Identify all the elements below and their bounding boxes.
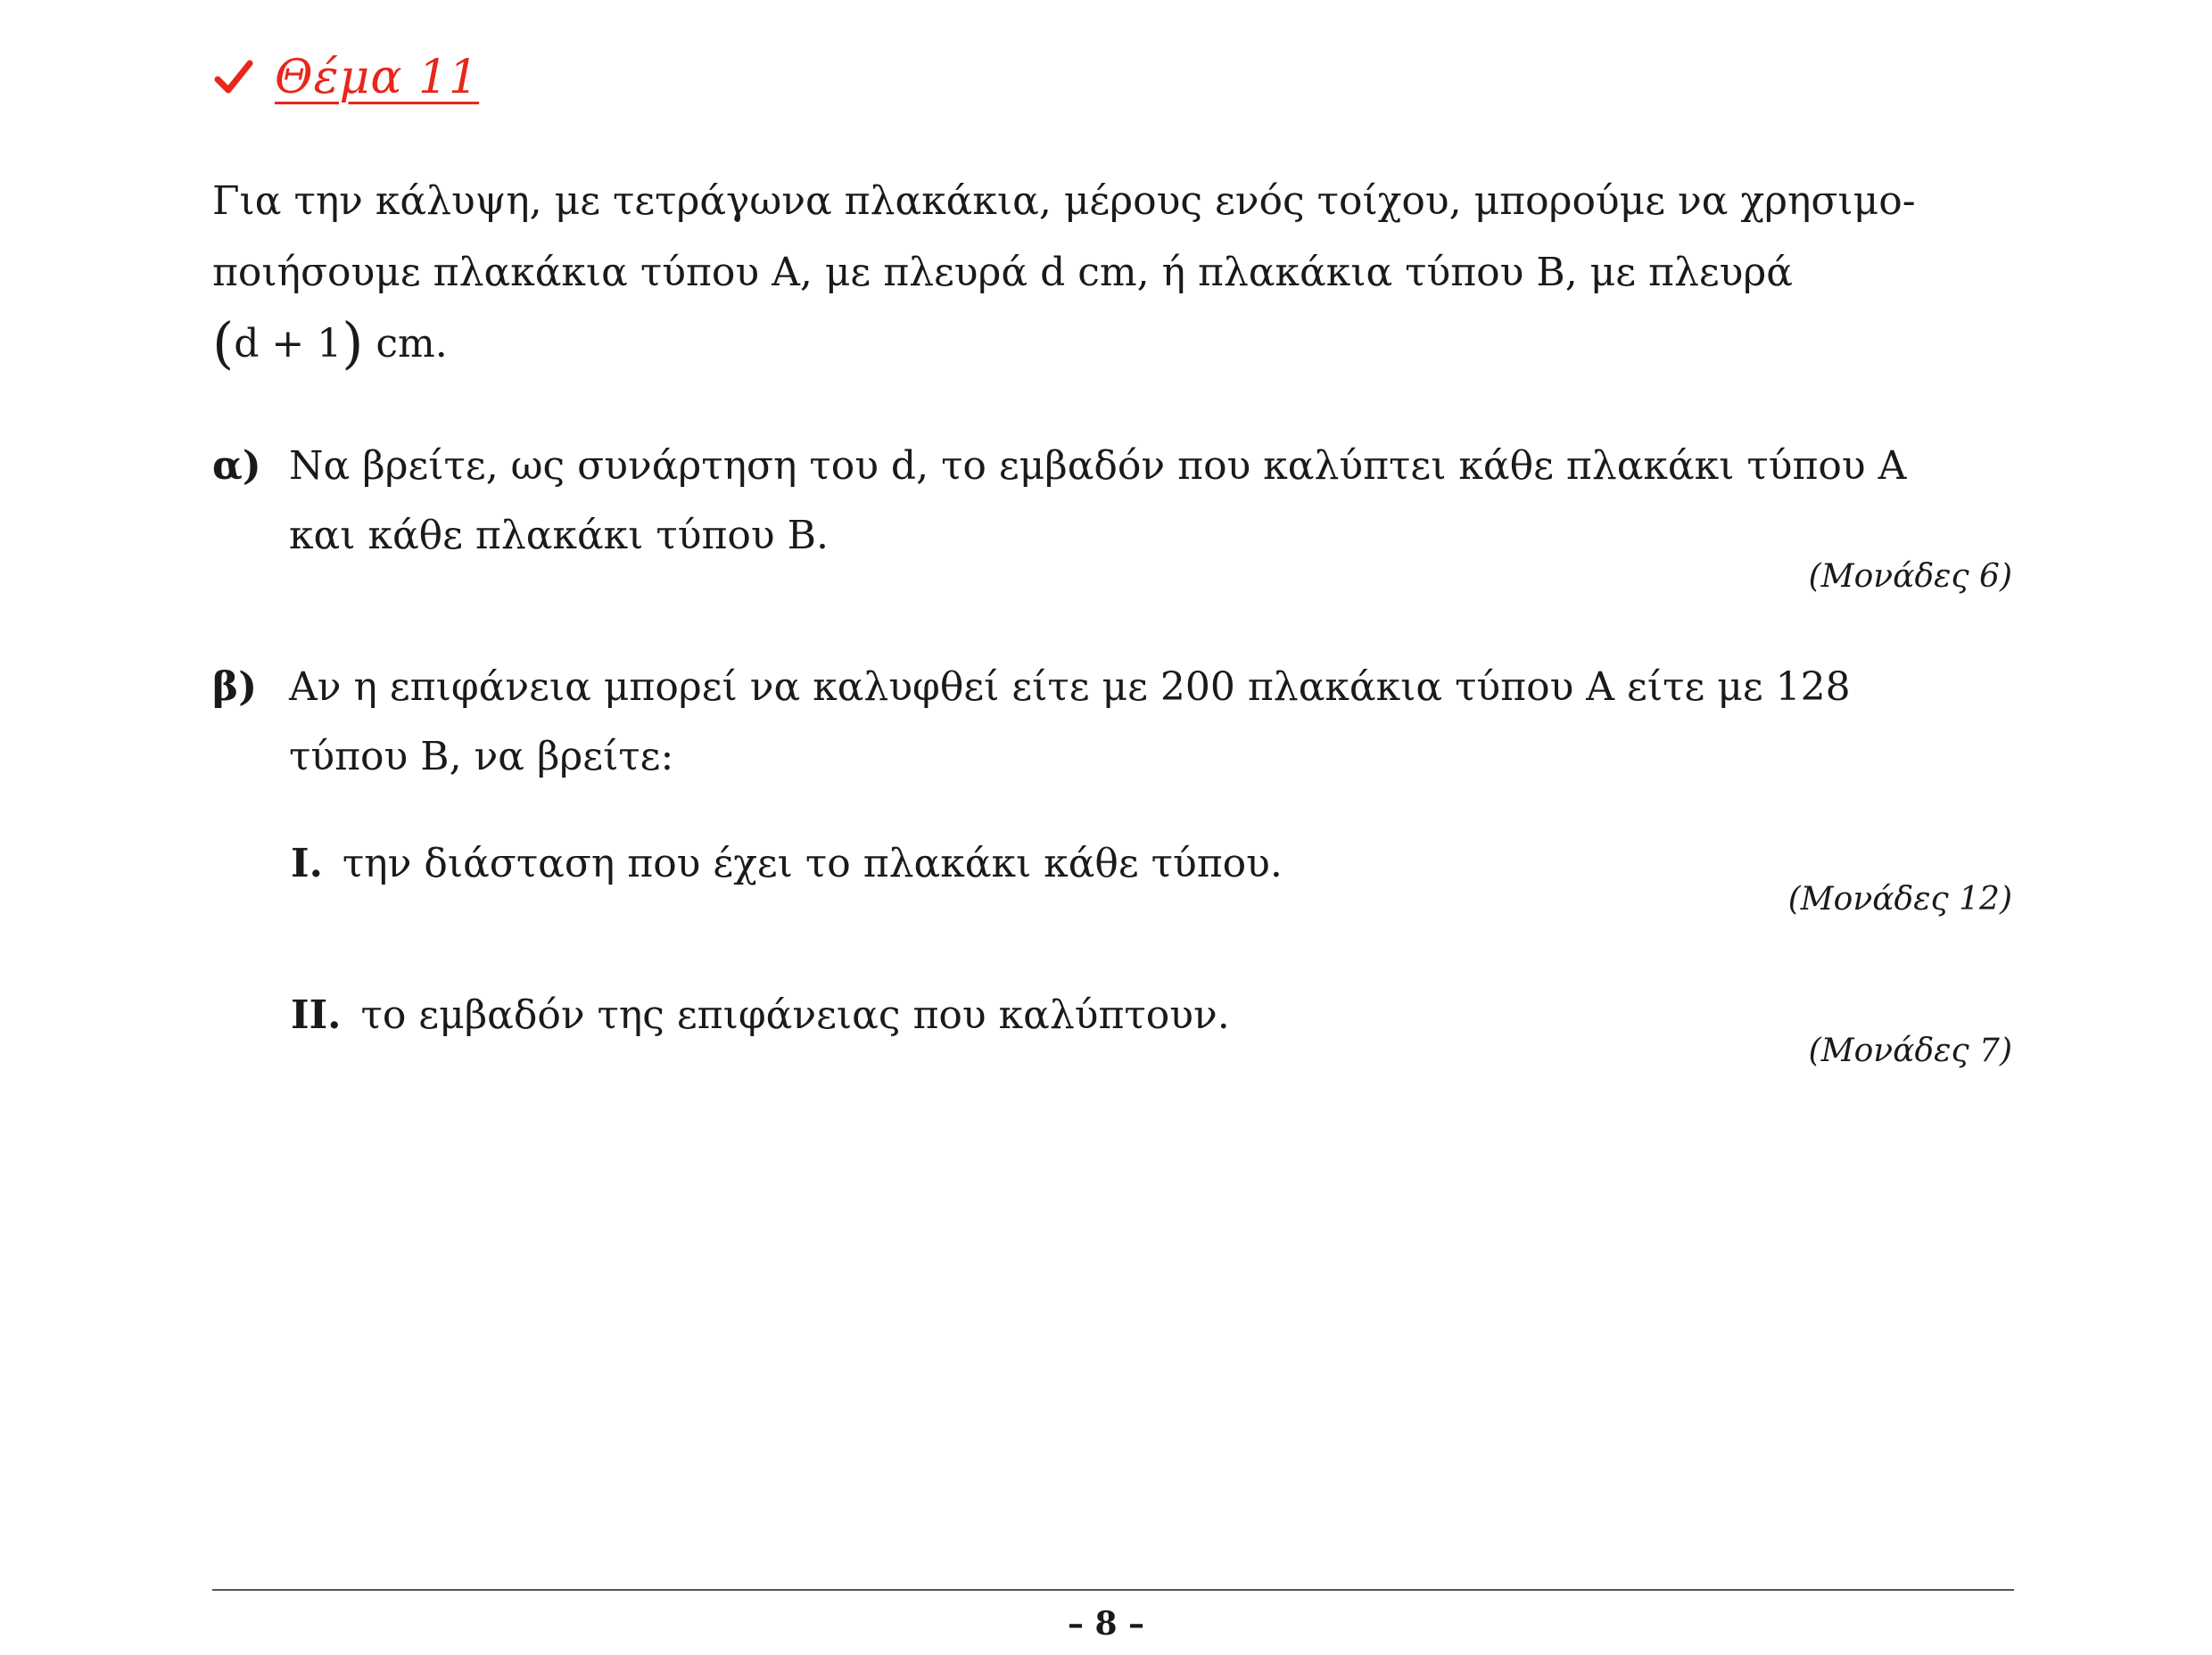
sub-item-2-label: II. bbox=[291, 992, 342, 1038]
question-b-text-1: Αν η επιφάνεια μπορεί να καλυφθεί είτε με 200 πλακάκια τύπου Α είτε με 128 bbox=[289, 664, 1851, 710]
page-number: – 8 – bbox=[1067, 1605, 1145, 1643]
question-b bbox=[212, 653, 1851, 792]
question-b-label: β) bbox=[212, 664, 258, 710]
side-expression: d + 1 bbox=[234, 321, 343, 366]
intro-line-3 bbox=[212, 309, 2032, 380]
question-a bbox=[212, 432, 1906, 571]
question-b-line-1 bbox=[212, 653, 1851, 722]
question-a-text-1: Να βρείτε, ως συνάρτηση του d, το εμβαδόν που καλύπτει κάθε πλακάκι τύπου Α bbox=[289, 443, 1907, 489]
sub-item-1-label: I. bbox=[291, 841, 323, 886]
question-b-line-2: τύπου Β, να βρείτε: bbox=[289, 734, 674, 779]
question-a-label: α) bbox=[212, 443, 261, 489]
close-paren: ) bbox=[342, 310, 364, 375]
intro-line-2: ποιήσουμε πλακάκια τύπου Α, με πλευρά d cm, ή πλακάκια τύπου Β, με πλευρά bbox=[212, 250, 1793, 295]
unit-text: cm. bbox=[363, 321, 448, 366]
footer-divider bbox=[212, 1589, 2014, 1591]
question-a-line-2: και κάθε πλακάκι τύπου Β. bbox=[289, 513, 829, 558]
topic-header bbox=[212, 37, 479, 118]
intro-line-1: Για την κάλυψη, με τετράγωνα πλακάκια, μέρους ενός τοίχου, μπορούμε να χρησιμο- bbox=[212, 178, 1916, 224]
question-a-points: (Μονάδες 6) bbox=[1808, 558, 2012, 595]
sub-item-2-text: το εμβαδόν της επιφάνειας που καλύπτουν. bbox=[360, 992, 1230, 1038]
check-icon bbox=[212, 56, 255, 99]
problem-statement bbox=[212, 166, 2032, 380]
sub-item-1-text: την διάσταση που έχει το πλακάκι κάθε τύπου. bbox=[342, 841, 1283, 886]
sub-item-2 bbox=[291, 981, 1230, 1050]
open-paren: ( bbox=[212, 310, 235, 375]
sub-item-1-points: (Μονάδες 12) bbox=[1787, 881, 2012, 918]
question-a-line-1 bbox=[212, 432, 1906, 501]
sub-item-1 bbox=[291, 829, 1283, 899]
sub-item-2-points: (Μονάδες 7) bbox=[1808, 1033, 2012, 1069]
topic-title: Θέμα 11 bbox=[275, 51, 480, 104]
